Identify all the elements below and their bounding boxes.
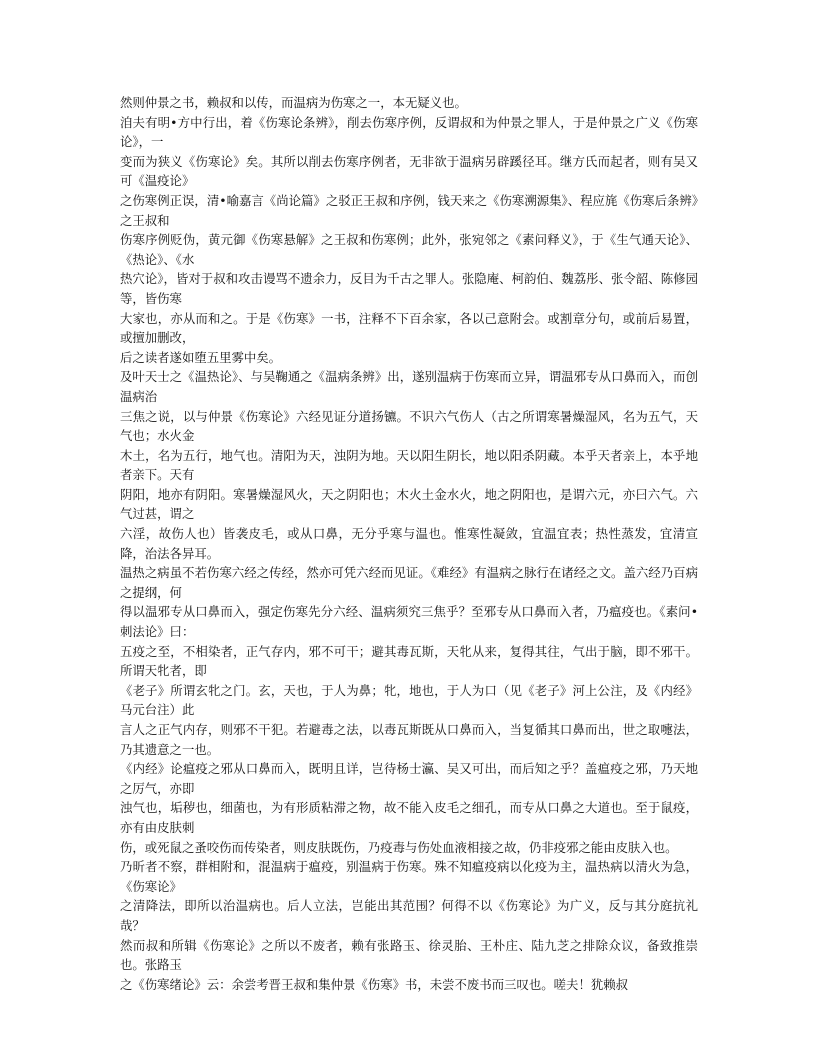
text-line: 之伤寒例正误，清•喻嘉言《尚论篇》之驳正王叔和序例，钱天来之《伤寒溯源集》、程应旄《伤寒后条辨》之王叔和	[120, 192, 698, 228]
text-line: 然而叔和所辑《伤寒论》之所以不废者，赖有张路玉、徐灵胎、王朴庄、陆九芝之排除众议，备致推崇也。张路玉	[120, 937, 698, 973]
text-line: 六淫，故伤人也）皆袭皮毛，或从口鼻，无分乎寒与温也。惟寒性凝敛，宜温宜表；热性蒸发，宜清宣降，治法各异耳。	[120, 526, 698, 561]
text-line: 五疫之至，不相染者，正气存内，邪不可干；避其毒瓦斯，天牝从来，复得其往，气出于脑，即不邪干。所谓天牝者，即	[120, 643, 698, 679]
text-line: 伤，或死鼠之蚤咬伤而传染者，则皮肤既伤，乃疫毒与伤处血液相接之故，仍非疫邪之能由皮肤入也。	[120, 839, 678, 855]
text-line: 浊气也，垢秽也，细菌也，为有形质粘滞之物，故不能入皮毛之细孔，而专从口鼻之大道也。至于鼠疫，亦有由皮肤刺	[120, 800, 698, 835]
text-line: 三焦之说，以与仲景《伤寒论》六经见证分道扬镳。不识六气伤人（古之所谓寒暑燥湿风，名为五气，天气也；水火金	[120, 408, 698, 444]
text-line: 然则仲景之书，赖叔和以传，而温病为伤寒之一，本无疑义也。	[120, 95, 467, 110]
text-line: 乃昕者不察，群相附和，混温病于瘟疫，别温病于伤寒。殊不知瘟疫病以化疫为主，温热病以清火为急，《伤寒论》	[120, 859, 698, 894]
text-line: 《老子》所谓玄牝之门。玄，天也，于人为鼻；牝，地也，于人为口（见《老子》河上公注，及《内经》马元台注）此	[120, 682, 698, 718]
text-line: 《内经》论瘟疫之邪从口鼻而入，既明且详，岂待杨士瀛、吴又可出，而后知之乎？盖瘟疫之邪，乃天地之厉气，亦即	[120, 761, 698, 796]
text-line: 阴阳，地亦有阴阳。寒暑燥湿风火，天之阴阳也；木火土金水火，地之阴阳也，是谓六元，亦曰六气。六气过甚，谓之	[120, 486, 698, 522]
text-line: 得以温邪专从口鼻而入，强定伤寒先分六经、温病须究三焦乎？至邪专从口鼻而入者，乃瘟疫也。《素问•刺法论》曰：	[120, 604, 698, 640]
text-line: 洎夫有明•方中行出，着《伤寒论条辨》，削去伤寒序例，反谓叔和为仲景之罪人，于是仲景之广义《伤寒论》，一	[120, 114, 698, 150]
text-line: 后之读者遂如堕五里雾中矣。	[120, 349, 282, 365]
text-line: 热穴论》，皆对于叔和攻击谩骂不遗余力，反目为千古之罪人。张隐庵、柯韵伯、魏荔彤、张令韶、陈修园等，皆伤寒	[120, 271, 698, 306]
text-line: 变而为狭义《伤寒论》矣。其所以削去伤寒序例者，无非欲于温病另辟蹊径耳。继方氏而起者，则有吴又可《温疫论》	[120, 153, 698, 189]
text-line: 言人之正气内存，则邪不干犯。若避毒之法，以毒瓦斯既从口鼻而入，当复循其口鼻而出，世之取嚏法，乃其遗意之一也。	[120, 722, 698, 757]
text-line: 木土，名为五行，地气也。清阳为天，浊阴为地。天以阳生阴长，地以阳杀阴藏。本乎天者亲上，本乎地者亲下。天有	[120, 447, 698, 483]
text-line: 大家也，亦从而和之。于是《伤寒》一书，注释不下百余家，各以己意附会。或割章分句，或前后易置，或擅加删改，	[120, 310, 698, 346]
text-line: 温热之病虽不若伤寒六经之传经，然亦可凭六经而见证。《难经》有温病之脉行在诸经之文。盖六经乃百病之提纲，何	[120, 565, 698, 600]
text-line: 及叶天士之《温热论》、与吴鞠通之《温病条辨》出，遂别温病于伤寒而立异，谓温邪专从口鼻而入，而创温病治	[120, 369, 698, 404]
text-line: 伤寒序例贬伪，黄元御《伤寒悬解》之王叔和伤寒例；此外，张宛邻之《素问释义》，于《生气通天论》、《热论》、《水	[120, 232, 698, 267]
text-line: 之清降法，即所以治温病也。后人立法，岂能出其范围？何得不以《伤寒论》为广义，反与其分庭抗礼哉？	[120, 898, 698, 933]
document-body	[120, 93, 698, 994]
text-line: 之《伤寒绪论》云：余尝考晋王叔和集仲景《伤寒》书，未尝不废书而三叹也。嗟夫！犹赖叔	[120, 976, 629, 992]
